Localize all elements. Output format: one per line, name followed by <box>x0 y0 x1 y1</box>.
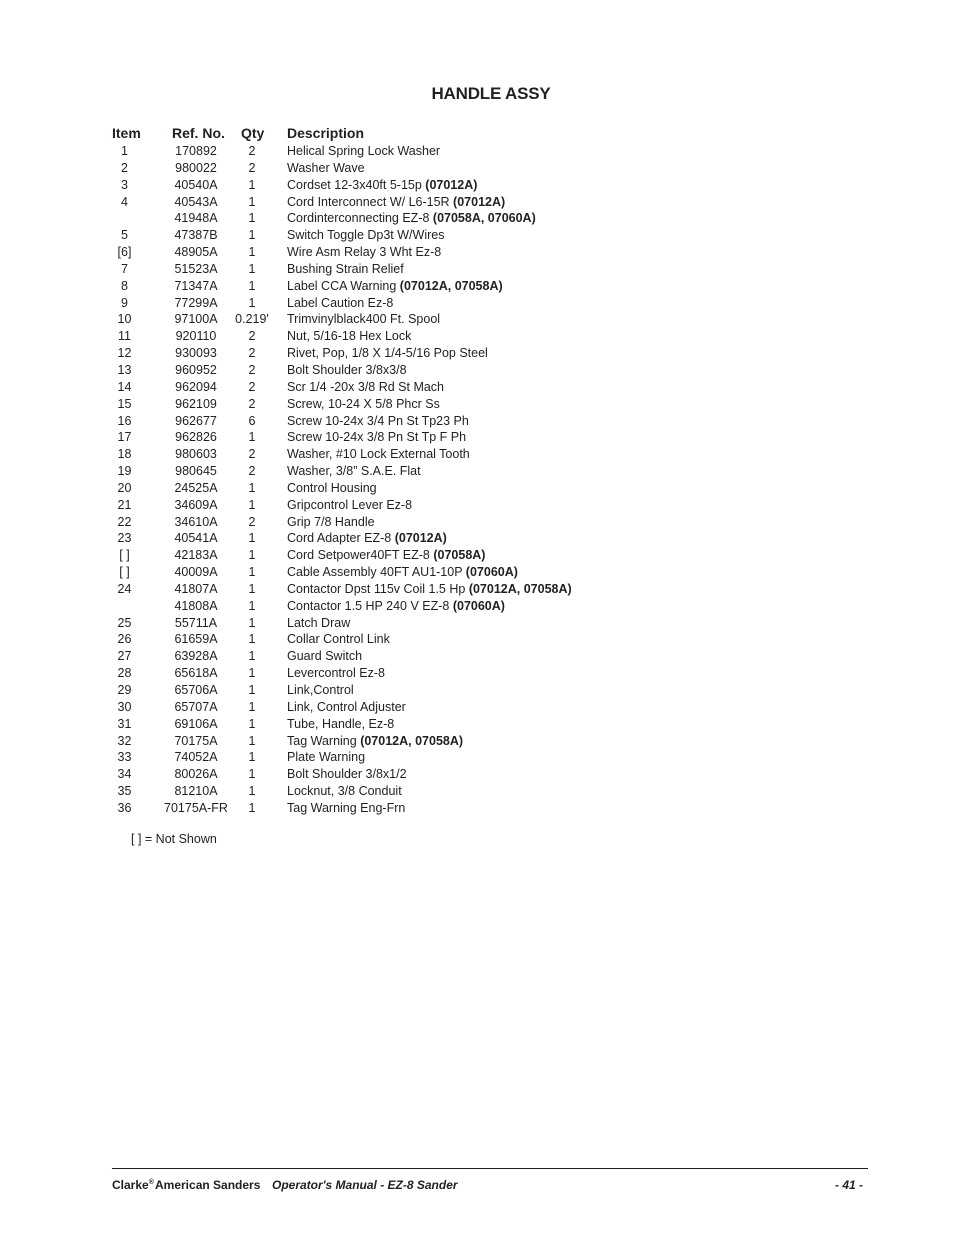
row-qty: 1 <box>248 228 256 243</box>
footer-manual-title: Operator's Manual - EZ-8 Sander <box>272 1178 458 1192</box>
row-qty: 1 <box>248 666 256 681</box>
model-numbers: (07058A, 07060A) <box>432 211 536 226</box>
row-item: 33 <box>117 750 132 765</box>
table-row <box>108 362 668 379</box>
row-item: 22 <box>117 514 132 529</box>
row-item: 15 <box>117 396 132 411</box>
row-qty: 0.219' <box>235 312 269 327</box>
table-row <box>108 564 668 581</box>
table-row <box>108 716 668 733</box>
row-ref-no: 920110 <box>175 329 217 344</box>
row-description <box>287 530 447 547</box>
table-row <box>108 733 668 750</box>
description-text: Plate Warning <box>287 750 366 765</box>
header-qty: Qty <box>241 125 265 141</box>
row-qty: 2 <box>248 160 256 175</box>
description-text: Cable Assembly 40FT AU1-10P <box>287 565 466 580</box>
table-row <box>108 530 668 547</box>
row-qty: 1 <box>248 497 256 512</box>
description-text: Contactor Dpst 115v Coil 1.5 Hp <box>287 581 469 596</box>
row-description <box>287 244 441 261</box>
table-row <box>108 648 668 665</box>
row-qty: 1 <box>248 430 256 445</box>
row-ref-no: 980022 <box>175 160 217 175</box>
table-row <box>108 615 668 632</box>
description-text: Washer, #10 Lock External Tooth <box>287 447 470 462</box>
row-item: 24 <box>117 581 132 596</box>
row-qty: 1 <box>248 750 256 765</box>
row-ref-no: 170892 <box>175 144 217 158</box>
row-ref-no: 980603 <box>175 447 217 462</box>
row-item: 20 <box>117 480 132 495</box>
model-numbers: (07012A, 07058A) <box>360 733 464 748</box>
row-description <box>287 547 485 564</box>
row-ref-no: 40543A <box>174 194 218 209</box>
row-description <box>287 716 394 733</box>
row-description <box>287 749 365 766</box>
row-ref-no: 65707A <box>174 699 218 714</box>
description-text: Wire Asm Relay 3 Wht Ez-8 <box>287 245 442 260</box>
page-footer <box>112 1178 863 1194</box>
row-description <box>287 800 405 817</box>
model-numbers: (07012A, 07058A) <box>468 581 572 596</box>
description-text: Screw, 10-24 X 5/8 Phcr Ss <box>287 396 440 411</box>
row-qty: 1 <box>248 699 256 714</box>
brand-name: Clarke <box>112 1178 149 1192</box>
row-description <box>287 177 477 194</box>
row-ref-no: 34610A <box>174 514 218 529</box>
description-text: Bolt Shoulder 3/8x3/8 <box>287 362 407 377</box>
row-qty: 2 <box>248 329 256 344</box>
row-item: 1 <box>121 144 128 158</box>
table-row <box>108 699 668 716</box>
row-description <box>287 160 365 177</box>
row-ref-no: 81210A <box>174 784 218 799</box>
row-ref-no: 61659A <box>174 632 218 647</box>
row-description <box>287 766 407 783</box>
table-row <box>108 800 668 817</box>
row-qty: 1 <box>248 278 256 293</box>
row-item: 7 <box>121 261 128 276</box>
row-ref-no: 63928A <box>174 649 218 664</box>
row-qty: 2 <box>248 346 256 361</box>
description-text: Screw 10-24x 3/4 Pn St Tp23 Ph <box>287 413 469 428</box>
header-description: Description <box>287 125 365 141</box>
row-ref-no: 70175A <box>174 733 218 748</box>
table-row <box>108 328 668 345</box>
row-ref-no: 962826 <box>175 430 217 445</box>
row-item: 2 <box>121 160 128 175</box>
table-row <box>108 244 668 261</box>
row-description <box>287 514 375 531</box>
row-item: 29 <box>117 683 132 697</box>
row-description <box>287 783 402 800</box>
row-ref-no: 980645 <box>175 464 217 479</box>
row-ref-no: 930093 <box>175 346 217 361</box>
row-description <box>287 429 466 446</box>
row-item: 3 <box>121 177 128 192</box>
description-text: Tag Warning <box>287 733 361 748</box>
table-row <box>108 665 668 682</box>
row-ref-no: 71347A <box>174 278 218 293</box>
row-description <box>287 631 390 648</box>
table-row <box>108 749 668 766</box>
row-qty: 1 <box>248 480 256 495</box>
row-item: 21 <box>117 497 132 512</box>
table-row <box>108 278 668 295</box>
row-ref-no: 34609A <box>174 497 218 512</box>
description-text: Helical Spring Lock Washer <box>287 144 441 158</box>
row-item: [6] <box>117 245 132 260</box>
row-description <box>287 311 440 328</box>
row-ref-no: 80026A <box>174 767 218 782</box>
model-numbers: (07012A, 07058A) <box>399 278 503 293</box>
row-description <box>287 194 505 211</box>
model-numbers: (07060A) <box>465 565 518 580</box>
row-ref-no: 40009A <box>174 565 218 580</box>
description-text: Washer Wave <box>287 160 365 175</box>
row-description <box>287 665 385 682</box>
row-ref-no: 65618A <box>174 666 218 681</box>
description-text: Cord Adapter EZ-8 <box>287 531 395 546</box>
row-qty: 2 <box>248 362 256 377</box>
row-description <box>287 682 354 699</box>
table-row <box>108 480 668 497</box>
description-text: Link,Control <box>287 683 354 697</box>
description-text: Control Housing <box>287 480 377 495</box>
row-qty: 1 <box>248 784 256 799</box>
row-qty: 1 <box>248 177 256 192</box>
row-ref-no: 40541A <box>174 531 218 546</box>
description-text: Link, Control Adjuster <box>287 699 406 714</box>
row-item: 4 <box>121 194 128 209</box>
row-qty: 1 <box>248 615 256 630</box>
description-text: Scr 1/4 -20x 3/8 Rd St Mach <box>287 379 445 394</box>
row-qty: 1 <box>248 716 256 731</box>
row-qty: 1 <box>248 649 256 664</box>
model-numbers: (07012A) <box>394 531 447 546</box>
row-qty: 1 <box>248 632 256 647</box>
row-ref-no: 960952 <box>175 362 217 377</box>
page-number: - 41 - <box>834 1178 863 1192</box>
row-ref-no: 77299A <box>174 295 218 310</box>
description-text: Levercontrol Ez-8 <box>287 666 385 681</box>
row-item: [ ] <box>119 548 130 563</box>
row-item: 28 <box>117 666 132 681</box>
description-text: Tube, Handle, Ez-8 <box>287 716 395 731</box>
row-qty: 2 <box>248 464 256 479</box>
description-text: Contactor 1.5 HP 240 V EZ-8 <box>287 598 453 613</box>
row-ref-no: 962109 <box>175 396 217 411</box>
table-row <box>108 497 668 514</box>
row-ref-no: 48905A <box>174 245 218 260</box>
row-qty: 2 <box>248 447 256 462</box>
row-qty: 2 <box>248 144 256 158</box>
row-ref-no: 41807A <box>174 581 218 596</box>
table-row <box>108 514 668 531</box>
row-description <box>287 564 518 581</box>
description-text: Cord Setpower40FT EZ-8 <box>287 548 434 563</box>
row-item: 32 <box>117 733 132 748</box>
row-description <box>287 446 470 463</box>
row-qty: 1 <box>248 565 256 580</box>
row-item: 18 <box>117 447 132 462</box>
model-numbers: (07012A) <box>425 177 478 192</box>
row-qty: 1 <box>248 194 256 209</box>
row-ref-no: 24525A <box>174 480 218 495</box>
header-item: Item <box>112 125 141 141</box>
row-description <box>287 463 421 480</box>
registered-mark: ® <box>148 1179 154 1186</box>
row-description <box>287 699 406 716</box>
row-qty: 1 <box>248 295 256 310</box>
row-qty: 1 <box>248 800 256 815</box>
table-row <box>108 463 668 480</box>
row-ref-no: 962094 <box>175 379 217 394</box>
model-numbers: (07058A) <box>433 548 486 563</box>
description-text: Nut, 5/16-18 Hex Lock <box>287 329 412 344</box>
row-description <box>287 261 404 278</box>
row-item: 30 <box>117 699 132 714</box>
row-description <box>287 396 440 413</box>
table-row <box>108 379 668 396</box>
row-description <box>287 480 377 497</box>
page-title: HANDLE ASSY <box>431 84 551 103</box>
description-text: Bushing Strain Relief <box>287 261 404 276</box>
description-text: Bolt Shoulder 3/8x1/2 <box>287 767 407 782</box>
row-description <box>287 295 393 312</box>
row-description <box>287 345 488 362</box>
row-description <box>287 497 412 514</box>
table-row <box>108 682 668 699</box>
row-ref-no: 962677 <box>175 413 217 428</box>
row-qty: 1 <box>248 598 256 613</box>
table-row <box>108 210 668 227</box>
description-text: Label CCA Warning <box>287 278 400 293</box>
footer-divider <box>112 1168 868 1169</box>
table-body <box>108 143 668 817</box>
row-item: 25 <box>117 615 132 630</box>
description-text: Rivet, Pop, 1/8 X 1/4-5/16 Pop Steel <box>287 346 488 361</box>
row-item: 8 <box>121 278 128 293</box>
description-text: Cordinterconnecting EZ-8 <box>287 211 433 226</box>
row-qty: 2 <box>248 396 256 411</box>
row-description <box>287 733 463 750</box>
description-text: Screw 10-24x 3/8 Pn St Tp F Ph <box>287 430 467 445</box>
row-description <box>287 413 469 430</box>
description-text: Locknut, 3/8 Conduit <box>287 784 402 799</box>
description-text: Cordset 12-3x40ft 5-15p <box>287 177 426 192</box>
description-text: Washer, 3/8” S.A.E. Flat <box>287 464 421 479</box>
row-qty: 1 <box>248 733 256 748</box>
description-text: Grip 7/8 Handle <box>287 514 375 529</box>
row-ref-no: 74052A <box>174 750 218 765</box>
row-qty: 1 <box>248 548 256 563</box>
row-item: 35 <box>117 784 132 799</box>
description-text: Guard Switch <box>287 649 363 664</box>
not-shown-note: [ ] = Not Shown <box>131 832 217 846</box>
row-ref-no: 41808A <box>174 598 218 613</box>
row-description <box>287 598 505 615</box>
description-text: Latch Draw <box>287 615 351 630</box>
footer-subbrand: American Sanders <box>155 1178 261 1192</box>
table-row <box>108 783 668 800</box>
table-row <box>108 446 668 463</box>
model-numbers: (07060A) <box>452 598 505 613</box>
table-header <box>108 125 668 143</box>
row-item: 23 <box>117 531 132 546</box>
row-qty: 2 <box>248 379 256 394</box>
row-item: 13 <box>117 362 132 377</box>
row-description <box>287 362 407 379</box>
row-item: 31 <box>117 716 132 731</box>
row-description <box>287 648 362 665</box>
row-item: 9 <box>121 295 128 310</box>
row-item: 17 <box>117 430 132 445</box>
table-row <box>108 143 668 160</box>
table-row <box>108 261 668 278</box>
table-row <box>108 177 668 194</box>
description-text: Collar Control Link <box>287 632 390 647</box>
table-row <box>108 413 668 430</box>
row-ref-no: 42183A <box>174 548 218 563</box>
table-row <box>108 631 668 648</box>
row-ref-no: 69106A <box>174 716 218 731</box>
row-qty: 1 <box>248 581 256 596</box>
row-description <box>287 328 411 345</box>
table-row <box>108 766 668 783</box>
table-row <box>108 598 668 615</box>
row-ref-no: 47387B <box>174 228 218 243</box>
row-qty: 1 <box>248 683 256 697</box>
row-item: 16 <box>117 413 132 428</box>
table-row <box>108 345 668 362</box>
footer-brand <box>112 1178 154 1192</box>
table-row <box>108 295 668 312</box>
row-description <box>287 581 572 598</box>
row-ref-no: 40540A <box>174 177 218 192</box>
row-item: 19 <box>117 464 132 479</box>
header-ref-no: Ref. No. <box>172 125 225 141</box>
description-text: Tag Warning Eng-Frn <box>287 800 406 815</box>
row-qty: 1 <box>248 531 256 546</box>
description-text: Cord Interconnect W/ L6-15R <box>287 194 454 209</box>
table-row <box>108 396 668 413</box>
row-description <box>287 615 350 632</box>
row-item: [ ] <box>119 565 130 580</box>
row-description <box>287 278 503 295</box>
table-row <box>108 547 668 564</box>
row-description <box>287 210 536 227</box>
parts-table <box>108 125 668 817</box>
row-item: 27 <box>117 649 132 664</box>
row-qty: 1 <box>248 211 256 226</box>
row-item: 12 <box>117 346 132 361</box>
table-row <box>108 311 668 328</box>
row-qty: 2 <box>248 514 256 529</box>
row-item: 5 <box>121 228 128 243</box>
table-row <box>108 581 668 598</box>
row-ref-no: 41948A <box>174 211 218 226</box>
description-text: Trimvinylblack400 Ft. Spool <box>287 312 441 327</box>
row-ref-no: 51523A <box>174 261 218 276</box>
row-description <box>287 379 444 396</box>
row-qty: 1 <box>248 261 256 276</box>
row-qty: 6 <box>248 413 256 428</box>
row-ref-no: 97100A <box>174 312 218 327</box>
row-ref-no: 65706A <box>174 683 218 697</box>
row-item: 26 <box>117 632 132 647</box>
row-qty: 1 <box>248 245 256 260</box>
row-ref-no: 70175A-FR <box>164 800 228 815</box>
row-qty: 1 <box>248 767 256 782</box>
table-row <box>108 194 668 211</box>
row-item: 11 <box>118 329 131 344</box>
row-description <box>287 143 440 160</box>
row-item: 36 <box>117 800 132 815</box>
description-text: Gripcontrol Lever Ez-8 <box>287 497 413 512</box>
row-item: 10 <box>117 312 132 327</box>
model-numbers: (07012A) <box>453 194 506 209</box>
table-row <box>108 160 668 177</box>
table-row <box>108 429 668 446</box>
row-item: 34 <box>117 767 132 782</box>
description-text: Switch Toggle Dp3t W/Wires <box>287 228 445 243</box>
row-item: 14 <box>117 379 132 394</box>
row-description <box>287 227 444 244</box>
table-row <box>108 227 668 244</box>
row-ref-no: 55711A <box>174 615 218 630</box>
description-text: Label Caution Ez-8 <box>287 295 394 310</box>
